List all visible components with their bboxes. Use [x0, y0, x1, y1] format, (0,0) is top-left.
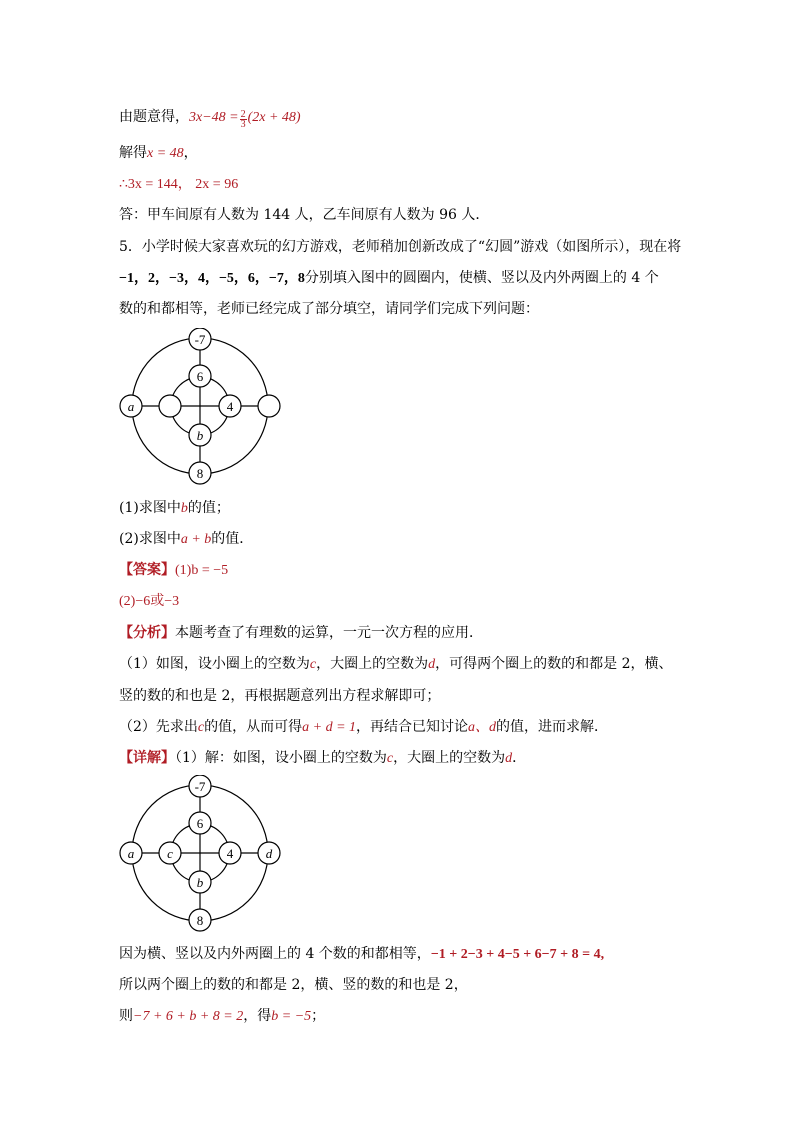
analysis-2-b: 的值，从而可得 [204, 719, 303, 735]
analysis-tag: 【分析】 [119, 625, 175, 641]
therefore-line [119, 174, 238, 195]
sub-question-1 [119, 498, 230, 519]
sub1-prefix: (1)求图中 [119, 500, 181, 516]
detail-c: c [386, 751, 394, 766]
magic-circle-figure-1 [118, 328, 282, 488]
setup-math-right: (2x + 48) [247, 110, 301, 125]
answer-2: (2)−6或−3 [119, 594, 180, 609]
label-inner-top: 6 [196, 816, 204, 831]
reason-math: −1 + 2−3 + 4−5 + 6−7 + 8 = 4, [430, 947, 605, 962]
solve-line [119, 143, 198, 164]
analysis-1-b: ，大圈上的空数为 [316, 656, 429, 672]
sub2-prefix: (2)求图中 [119, 531, 181, 547]
analysis-1-a: （1）如图，设小圈上的空数为 [119, 656, 310, 672]
label-left-outer: a [127, 846, 135, 861]
reason-line [119, 944, 604, 965]
analysis-1-line2: 竖的数的和也是 2，再根据题意列出方程求解即可； [119, 688, 441, 704]
analysis-2-a: （2）先求出 [119, 719, 198, 735]
answer-line-1 [119, 560, 228, 581]
detail-d: d [505, 751, 513, 766]
analysis-1-line1 [119, 654, 673, 675]
sub-question-2 [119, 529, 253, 550]
label-inner-left: c [167, 846, 173, 861]
equation-prefix: 则 [119, 1008, 133, 1024]
equation-suffix: ； [311, 1008, 326, 1024]
answer-line-2 [119, 591, 179, 612]
label-bottom: 8 [196, 913, 204, 928]
analysis-line [119, 623, 483, 643]
label-left-outer: a [127, 399, 135, 414]
analysis-2-math: a + d = 1 [302, 720, 357, 735]
fraction-two-thirds [240, 110, 247, 129]
analysis-2-line [119, 717, 608, 738]
analysis-2-e: ，再结合已知讨论 [356, 719, 469, 735]
node-inner-left-empty [159, 395, 181, 417]
sub2-suffix: 的值． [211, 531, 254, 547]
analysis-2-ad: a、d [468, 720, 497, 735]
fraction-numerator: 2 [240, 109, 246, 120]
equation-line [119, 1006, 325, 1027]
label-inner-top: 6 [196, 369, 204, 384]
label-right-outer: d [265, 846, 273, 861]
question5-line2 [119, 268, 659, 289]
node-right-outer-empty [258, 395, 280, 417]
solve-suffix: ， [183, 145, 198, 161]
answer-tag: 【答案】 [119, 562, 175, 578]
label-inner-bottom: b [196, 428, 204, 443]
conclusion-line: 所以两个圈上的数的和都是 2，横、竖的数的和也是 2， [119, 977, 468, 993]
detail-a: （1）解：如图，设小圈上的空数为 [175, 750, 387, 766]
analysis-1-e: ，可得两个圈上的数的和都是 2，横、 [435, 656, 673, 672]
analysis-2-f: 的值，进而求解． [496, 719, 609, 735]
analysis-text: 本题考查了有理数的运算，一元一次方程的应用． [175, 625, 483, 641]
sub1-suffix: 的值； [187, 500, 230, 516]
equation-math: −7 + 6 + b + 8 = 2 [133, 1009, 244, 1024]
detail-line [119, 748, 526, 769]
label-top: -7 [194, 779, 206, 794]
question5-line3: 数的和都相等，老师已经完成了部分填空，请同学们完成下列问题： [119, 301, 539, 317]
reason-text: 因为横、竖以及内外两圈上的 4 个数的和都相等， [119, 946, 431, 962]
setup-prefix: 由题意得， [119, 109, 189, 125]
answer-1: (1)b = −5 [175, 563, 229, 578]
question5-line1: 5．小学时候大家喜欢玩的幻方游戏，老师稍加创新改成了“幻圆”游戏（如图所示），现在将 [119, 239, 682, 255]
fraction-denominator: 3 [240, 119, 246, 130]
analysis-1-d: d [428, 657, 436, 672]
label-bottom: 8 [196, 466, 204, 481]
detail-tag: 【详解】 [119, 750, 175, 766]
label-inner-right: 4 [226, 846, 234, 861]
detail-e: ． [512, 750, 527, 766]
equation-setup-line [119, 107, 301, 129]
question5-line2-text: 分别填入图中的圆圈内，使横、竖以及内外两圈上的 4 个 [304, 270, 659, 286]
magic-circle-figure-2 [118, 775, 282, 935]
sub1-var: b [180, 501, 188, 516]
solve-prefix: 解得 [119, 145, 147, 161]
label-top: -7 [194, 332, 206, 347]
detail-b: ，大圈上的空数为 [393, 750, 506, 766]
sub2-math: a + b [180, 532, 212, 547]
equation-mid: ，得 [243, 1008, 272, 1024]
analysis-2-c: c [197, 720, 205, 735]
analysis-1-c: c [309, 657, 317, 672]
therefore-math: ∴3x = 144， 2x = 96 [119, 177, 239, 192]
label-inner-bottom: b [196, 875, 204, 890]
answer-statement: 答：甲车间原有人数为 144 人，乙车间原有人数为 96 人． [119, 207, 490, 223]
equation-result: b = −5 [271, 1009, 312, 1024]
label-inner-right: 4 [226, 399, 234, 414]
number-list: −1，2，−3，4，−5，6，−7，8 [119, 271, 305, 286]
setup-math-left: 3x−48 = [189, 110, 239, 125]
solve-math: x = 48 [147, 146, 184, 161]
